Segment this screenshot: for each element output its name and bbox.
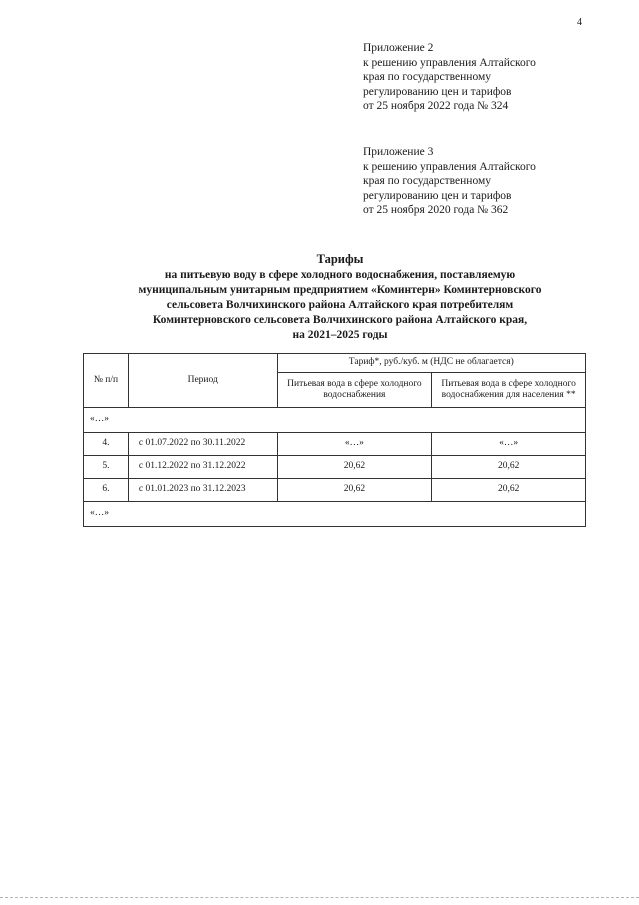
row-drink-value: «…»	[277, 433, 432, 456]
appendix-3-line-4: регулированию цен и тарифов	[363, 189, 512, 202]
appendix-2-line-1: Приложение 2	[363, 42, 434, 54]
row-num: 6.	[84, 479, 129, 502]
document-title: Тарифы	[316, 252, 364, 266]
table-row	[84, 433, 586, 456]
table-row	[84, 479, 586, 502]
appendix-2-line-5: от 25 ноября 2022 года № 324	[363, 100, 509, 113]
table-header-row	[84, 354, 586, 373]
header-drink-water-population: Питьевая вода в сфере холодного водоснабжения для населения **	[432, 373, 586, 408]
title-line-1: на питьевую воду в сфере холодного водоснабжения, поставляемую	[164, 269, 516, 281]
appendix-3-line-3: края по государственному	[363, 175, 491, 188]
tariff-table	[83, 353, 586, 527]
title-line-4: Коминтерновского сельсовета Волчихинского района Алтайского края,	[152, 314, 528, 326]
row-period: с 01.12.2022 по 31.12.2022	[128, 456, 277, 479]
header-drink-water: Питьевая вода в сфере холодного водоснабжения	[277, 373, 432, 408]
table-row	[84, 456, 586, 479]
table-ellipsis-row-bottom	[84, 502, 586, 527]
page-bottom-divider	[0, 897, 639, 898]
appendix-2-line-4: регулированию цен и тарифов	[363, 85, 512, 98]
appendix-3-line-1: Приложение 3	[363, 146, 434, 158]
appendix-2-line-2: к решению управления Алтайского	[363, 56, 536, 69]
header-num: № п/п	[84, 354, 129, 408]
appendix-3-block	[363, 145, 603, 218]
row-population-value: 20,62	[432, 479, 586, 502]
row-population-value: 20,62	[432, 456, 586, 479]
title-line-2: муниципальным унитарным предприятием «Коминтерн» Коминтерновского	[138, 284, 542, 296]
row-drink-value: 20,62	[277, 479, 432, 502]
appendix-3-line-5: от 25 ноября 2020 года № 362	[363, 204, 509, 217]
ellipsis-bottom: «…»	[84, 502, 586, 527]
appendix-2-block	[363, 41, 603, 114]
document-title-block	[90, 252, 590, 343]
title-line-5: на 2021–2025 годы	[292, 329, 388, 341]
page-number: 4	[577, 17, 582, 28]
appendix-2-line-3: края по государственному	[363, 71, 491, 84]
row-num: 5.	[84, 456, 129, 479]
header-period: Период	[128, 354, 277, 408]
row-num: 4.	[84, 433, 129, 456]
title-line-3: сельсовета Волчихинского района Алтайского края потребителям	[166, 299, 514, 311]
row-drink-value: 20,62	[277, 456, 432, 479]
row-period: с 01.07.2022 по 30.11.2022	[128, 433, 277, 456]
table-ellipsis-row-top	[84, 408, 586, 433]
ellipsis-top: «…»	[84, 408, 586, 433]
header-tariff-group: Тариф*, руб./куб. м (НДС не облагается)	[277, 354, 585, 373]
row-period: с 01.01.2023 по 31.12.2023	[128, 479, 277, 502]
row-population-value: «…»	[432, 433, 586, 456]
appendix-3-line-2: к решению управления Алтайского	[363, 160, 536, 173]
